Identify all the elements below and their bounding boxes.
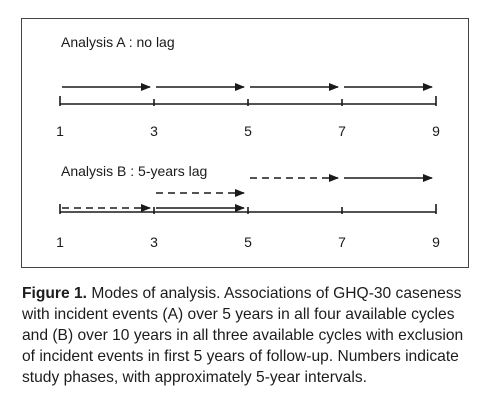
analysis_a-phase-label: 9 — [432, 123, 440, 139]
analysis-a-title: Analysis A : no lag — [61, 34, 175, 50]
figure-label: Figure 1. — [22, 285, 87, 302]
analysis_a-phase-label: 5 — [244, 123, 252, 139]
phase-labels-b — [56, 234, 440, 250]
analysis-b-title: Analysis B : 5-years lag — [61, 163, 208, 179]
analysis_a-phase-label: 1 — [56, 123, 64, 139]
analysis_b-phase-label: 1 — [56, 234, 64, 250]
caption-text: Modes of analysis. Associations of GHQ-30 caseness with incident events (A) over 5 years in all four available cycles and (B) over 10 years in all three available cycles with exclusion of incident events in first 5 years of follow-up. Numbers indicate study phases, with approximately 5-year intervals. — [22, 285, 464, 386]
analysis_a-phase-label: 3 — [150, 123, 158, 139]
analysis_b-phase-label: 5 — [244, 234, 252, 250]
arrows-b — [62, 178, 432, 208]
analysis_b-phase-label: 3 — [150, 234, 158, 250]
timeline-b — [60, 204, 436, 214]
analysis_b-phase-label: 9 — [432, 234, 440, 250]
figure-caption — [22, 283, 472, 388]
phase-labels-a — [56, 123, 440, 139]
analysis_b-phase-label: 7 — [338, 234, 346, 250]
analysis_a-phase-label: 7 — [338, 123, 346, 139]
timeline-a — [60, 96, 436, 106]
